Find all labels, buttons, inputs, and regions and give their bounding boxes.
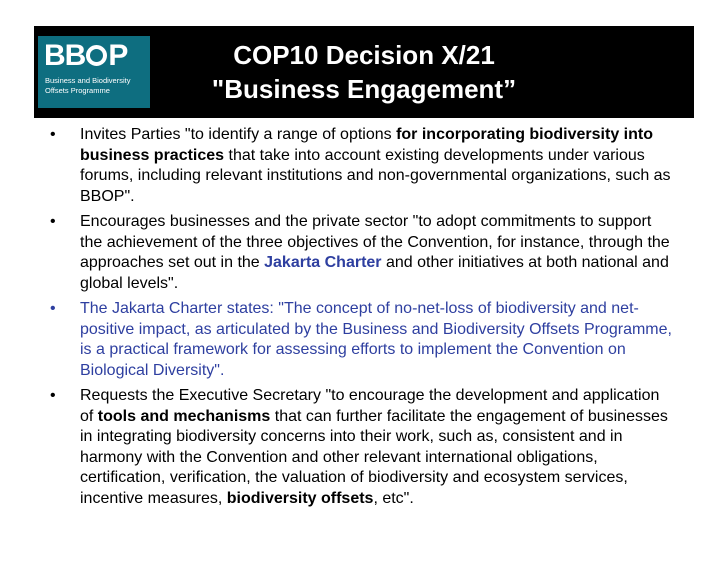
- bullet-list: [34, 125, 674, 514]
- bullet-marker: •: [50, 126, 56, 143]
- logo-ring-icon: [86, 45, 107, 66]
- jakarta-charter-highlight: Jakarta Charter: [264, 254, 382, 271]
- slide-header: [34, 26, 694, 118]
- bullet-item: • Requests the Executive Secretary "to encourage the development and application of tools and mechanisms that can further facilitate the engagement of businesses in integrating biodiversity concerns into their work, such as, consistent and in harmony with the Convention and other relevant international obligations, certification, verification, the valuation of biodiversity and ecosystem services, incentive measures, biodiversity offsets, etc".: [50, 387, 668, 507]
- emphasis-text: for incorporating biodiversity into business practices: [80, 126, 653, 164]
- emphasis-text: biodiversity offsets: [226, 489, 374, 507]
- bullet-item: • Encourages businesses and the private sector "to adopt commitments to support the achievement of the three objectives of the Convention, for instance, through the approaches set out in the Jakarta Charter and other initiatives at both national and global levels".: [50, 213, 670, 292]
- logo-subtitle: Business and Biodiversity Offsets Programme: [45, 76, 131, 95]
- bullet-item-highlighted: • The Jakarta Charter states: "The concept of no-net-loss of biodiversity and net-positive impact, as articulated by the Business and Biodiversity Offsets Programme, is a practical framework for assessing efforts to implement the Convention on Biological Diversity".: [50, 300, 672, 379]
- bullet-item: • Invites Parties "to identify a range of options for incorporating biodiversity into business practices that take into account existing developments under various forums, including relevant institutions and non-governmental organizations, such as BBOP".: [50, 126, 671, 205]
- slide-title: [154, 38, 574, 106]
- bullet-marker: •: [50, 387, 56, 404]
- logo-wordmark: BB P: [44, 39, 128, 72]
- bbop-logo: [38, 36, 150, 108]
- bullet-marker: •: [50, 213, 56, 230]
- emphasis-text: tools and mechanisms: [97, 407, 271, 425]
- title-line-2: "Business Engagement”: [211, 74, 517, 104]
- title-line-1: COP10 Decision X/21: [233, 40, 495, 70]
- bullet-marker: •: [50, 300, 56, 317]
